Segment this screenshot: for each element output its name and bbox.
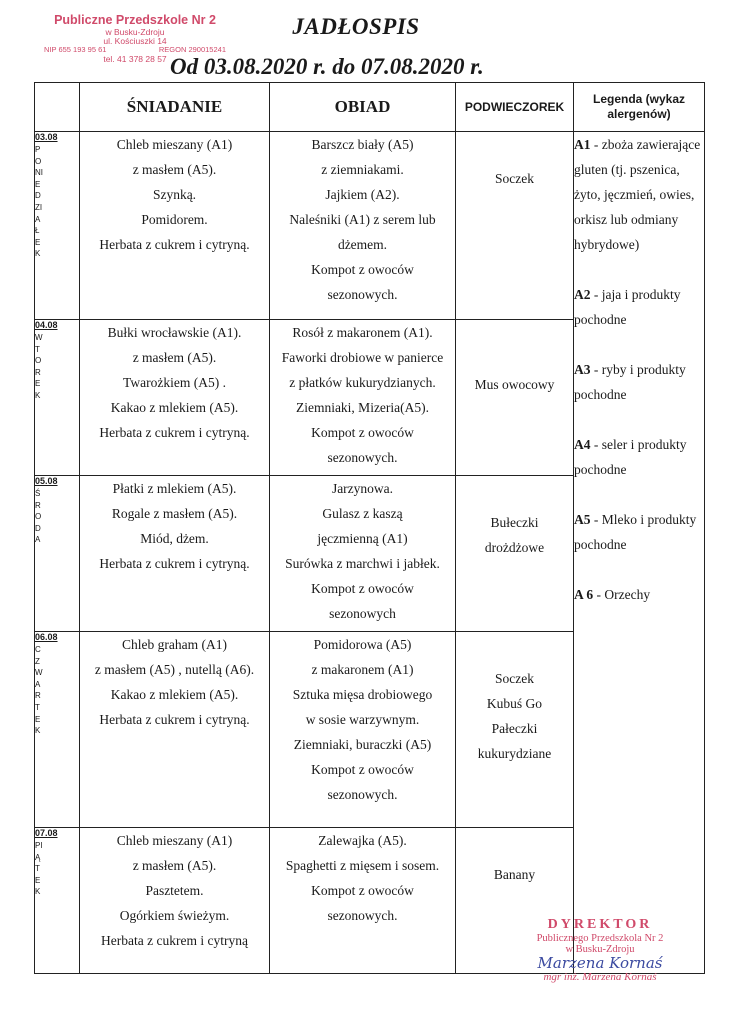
menu-line: Spaghetti z mięsem i sosem.	[285, 858, 440, 873]
menu-line: Herbata z cukrem i cytryną.	[99, 556, 250, 571]
menu-line: Ziemniaki, Mizeria(A5).	[295, 400, 430, 415]
breakfast-cell	[80, 828, 270, 974]
menu-line: Kakao z mlekiem (A5).	[110, 400, 239, 415]
legend-code: A5	[574, 512, 591, 527]
director-stamp	[505, 918, 695, 984]
header-breakfast: ŚNIADANIE	[80, 83, 270, 132]
menu-line: Kompot z owoców	[311, 762, 414, 777]
menu-table	[34, 82, 705, 974]
day-name: PONIEDZIAŁEK	[35, 145, 43, 259]
stamp-nip: NIP 655 193 95 61	[44, 45, 107, 55]
snack-cell	[456, 476, 574, 632]
menu-line: Ziemniaki, buraczki (A5)	[293, 737, 432, 752]
legend-code: A3	[574, 362, 591, 377]
stamp-school-name: Publiczne Przedszkole Nr 2	[54, 13, 216, 27]
menu-line: Kubuś Go	[486, 696, 543, 711]
menu-line: Surówka z marchwi i jabłek.	[285, 556, 440, 571]
date-range: Od 03.08.2020 r. do 07.08.2020 r.	[170, 54, 484, 79]
menu-line: sezonowych	[329, 606, 396, 621]
breakfast-cell	[80, 632, 270, 828]
legend-item	[574, 282, 704, 332]
header-day	[35, 83, 80, 132]
menu-line: z płatków kukurydzianych.	[289, 375, 436, 390]
menu-line: Barszcz biały (A5)	[311, 137, 414, 152]
menu-line: Soczek	[495, 671, 534, 686]
day-cell	[35, 632, 80, 828]
menu-line: Ogórkiem świeżym.	[119, 908, 230, 923]
menu-line: z masłem (A5).	[132, 350, 217, 365]
day-cell	[35, 828, 80, 974]
director-school: Publicznego Przedszkola Nr 2	[536, 932, 664, 944]
lunch-cell	[270, 632, 456, 828]
lunch-cell	[270, 320, 456, 476]
day-name: WTOREK	[35, 333, 43, 400]
legend-cell	[574, 132, 705, 974]
page-title: JADŁOSPIS	[292, 14, 420, 39]
legend-item	[574, 507, 704, 557]
menu-line: Pasztetem.	[145, 883, 204, 898]
menu-line: z ziemniakami.	[321, 162, 404, 177]
menu-line: Jajkiem (A2).	[325, 187, 400, 202]
lunch-cell	[270, 132, 456, 320]
menu-line: w sosie warzywnym.	[305, 712, 420, 727]
legend-code: A1	[574, 137, 591, 152]
legend-text: - Mleko i produkty pochodne	[574, 512, 697, 552]
table-row	[35, 132, 705, 320]
menu-line: Kompot z owoców	[311, 425, 414, 440]
menu-line: sezonowych.	[327, 450, 398, 465]
day-cell	[35, 476, 80, 632]
legend-text: - Orzechy	[593, 587, 651, 602]
menu-line: Herbata z cukrem i cytryną.	[99, 237, 250, 252]
menu-line: Faworki drobiowe w panierce	[281, 350, 444, 365]
stamp-street: ul. Kościuszki 14	[103, 36, 167, 47]
breakfast-cell	[80, 132, 270, 320]
menu-line: z masłem (A5) , nutellą (A6).	[94, 662, 255, 677]
menu-line: sezonowych.	[327, 287, 398, 302]
breakfast-cell	[80, 476, 270, 632]
header-lunch: OBIAD	[270, 83, 456, 132]
menu-line: Pomidorem.	[141, 212, 208, 227]
director-signature: Marzena Kornaś	[537, 953, 663, 972]
lunch-cell	[270, 828, 456, 974]
legend-text: - seler i produkty pochodne	[574, 437, 687, 477]
menu-line: Chleb graham (A1)	[122, 637, 227, 652]
header-row	[35, 83, 705, 132]
header-legend: Legenda (wykaz alergenów)	[574, 83, 705, 132]
day-name: ŚRODA	[35, 489, 42, 545]
menu-line: Chleb mieszany (A1)	[116, 833, 233, 848]
day-date: 05.08	[35, 476, 58, 486]
day-date: 06.08	[35, 632, 58, 642]
legend-text: - jaja i produkty pochodne	[574, 287, 681, 327]
legend-item	[574, 357, 704, 407]
director-city: w Busku-Zdroju	[565, 943, 635, 955]
day-date: 07.08	[35, 828, 58, 838]
legend-text: - zboża zawierające gluten (tj. pszenica, żyto, jęczmień, owies, orkisz lub odmiany hybrydowe)	[574, 137, 701, 252]
menu-line: Szynką.	[152, 187, 197, 202]
legend-code: A2	[574, 287, 591, 302]
menu-line: Mus owocowy	[474, 377, 555, 392]
menu-line: Herbata z cukrem i cytryną	[101, 933, 248, 948]
day-name: PIĄTEK	[35, 841, 43, 897]
menu-line: Soczek	[495, 171, 534, 186]
menu-line: Herbata z cukrem i cytryną.	[99, 425, 250, 440]
day-cell	[35, 320, 80, 476]
breakfast-cell	[80, 320, 270, 476]
menu-line: Bułeczki	[490, 515, 539, 530]
menu-line: sezonowych.	[327, 908, 398, 923]
menu-line: Rosół z makaronem (A1).	[292, 325, 433, 340]
menu-line: jęczmienną (A1)	[317, 531, 408, 546]
legend-code: A4	[574, 437, 591, 452]
menu-line: Kompot z owoców	[311, 262, 414, 277]
menu-line: Banany	[493, 867, 536, 882]
lunch-cell	[270, 476, 456, 632]
director-title: DYREKTOR	[547, 917, 653, 932]
menu-line: drożdżowe	[484, 540, 545, 555]
menu-line: Chleb mieszany (A1)	[116, 137, 233, 152]
menu-line: Jarzynowa.	[331, 481, 394, 496]
day-name: CZWARTEK	[35, 645, 43, 736]
menu-line: Płatki z mlekiem (A5).	[112, 481, 237, 496]
snack-cell	[456, 320, 574, 476]
legend-item	[574, 582, 704, 607]
menu-line: Kakao z mlekiem (A5).	[110, 687, 239, 702]
menu-line: Gulasz z kaszą	[322, 506, 403, 521]
legend-item	[574, 432, 704, 482]
menu-line: Naleśniki (A1) z serem lub	[289, 212, 436, 227]
menu-line: Pomidorowa (A5)	[313, 637, 412, 652]
menu-line: Kompot z owoców	[311, 883, 414, 898]
stamp-phone: tel. 41 378 28 57	[103, 53, 167, 64]
menu-line: z masłem (A5).	[132, 162, 217, 177]
menu-line: z masłem (A5).	[132, 858, 217, 873]
menu-line: Zalewajka (A5).	[318, 833, 407, 848]
legend-item	[574, 132, 704, 257]
legend-text: - ryby i produkty pochodne	[574, 362, 686, 402]
day-date: 04.08	[35, 320, 58, 330]
menu-line: Twarożkiem (A5) .	[123, 375, 226, 390]
menu-line: Pałeczki	[491, 721, 538, 736]
day-cell	[35, 132, 80, 320]
day-date: 03.08	[35, 132, 58, 142]
snack-cell	[456, 132, 574, 320]
menu-line: sezonowych.	[327, 787, 398, 802]
stamp-regon: REGON 290015241	[158, 45, 226, 55]
menu-line: Herbata z cukrem i cytryną.	[99, 712, 250, 727]
director-name: mgr inż. Marzena Kornaś	[543, 971, 657, 984]
menu-line: dżemem.	[337, 237, 388, 252]
menu-line: Bułki wrocławskie (A1).	[107, 325, 242, 340]
menu-line: Sztuka mięsa drobiowego	[292, 687, 433, 702]
stamp-city: w Busku-Zdroju	[105, 26, 165, 37]
menu-line: Rogale z masłem (A5).	[111, 506, 238, 521]
header-snack: PODWIECZOREK	[456, 83, 574, 132]
menu-line: kukurydziane	[477, 746, 552, 761]
menu-line: z makaronem (A1)	[311, 662, 414, 677]
legend-code: A 6	[574, 587, 594, 602]
snack-cell	[456, 632, 574, 828]
menu-line: Kompot z owoców	[311, 581, 414, 596]
menu-line: Miód, dżem.	[140, 531, 209, 546]
